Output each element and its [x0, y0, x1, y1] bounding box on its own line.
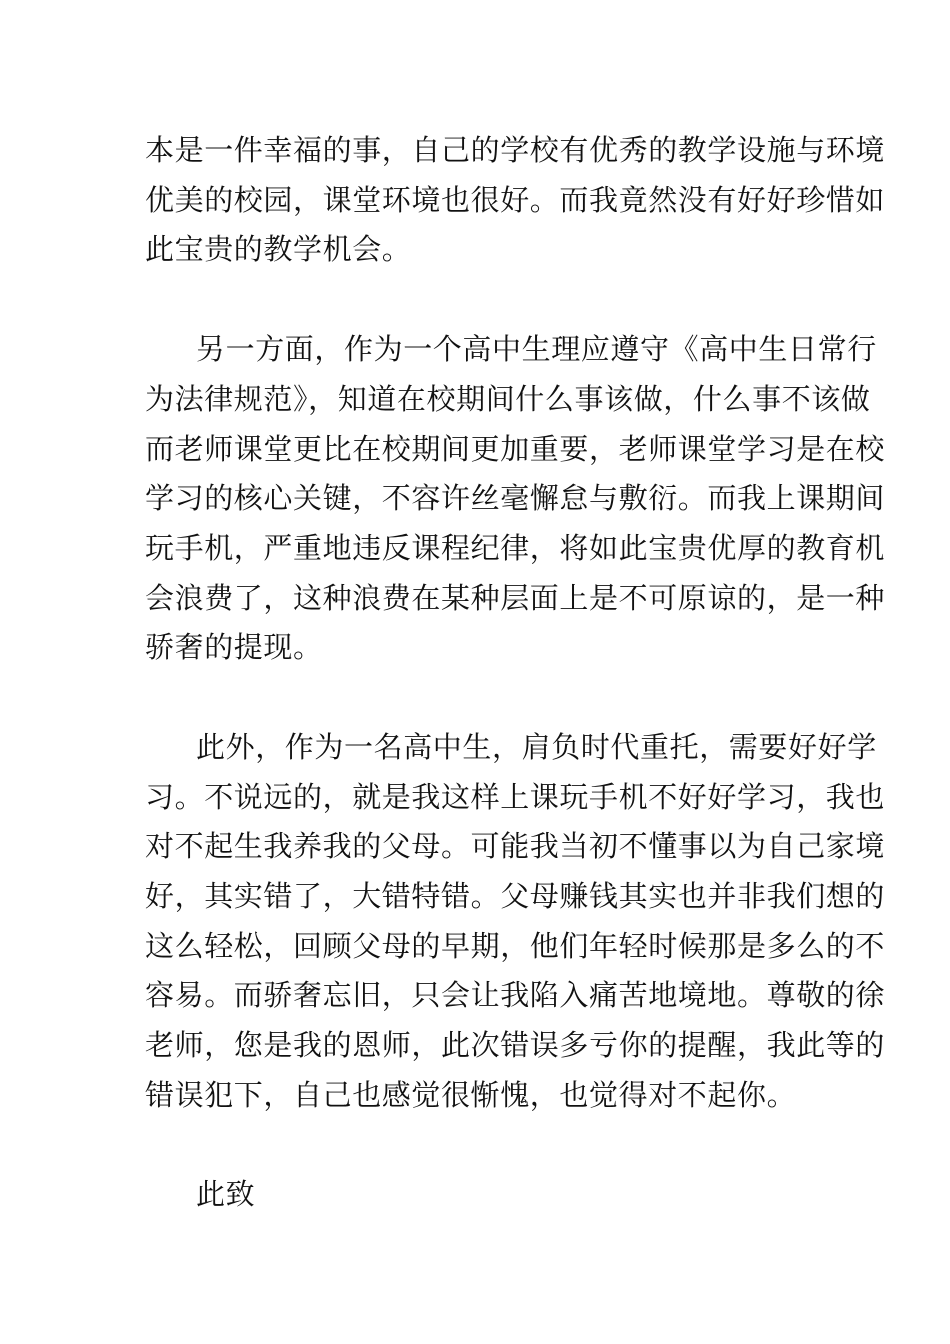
paragraph-2-line-1: 另一方面，作为一个高中生理应遵守《高中生日常行 [196, 332, 877, 366]
paragraph-2-line-4: 学习的核心关键，不容许丝毫懈怠与敷衍。而我上课期间 [145, 481, 886, 515]
paragraph-2-line-2: 为法律规范》，知道在校期间什么事该做，什么事不该做 [145, 382, 871, 416]
paragraph-3-line-4: 好，其实错了，大错特错。父母赚钱其实也并非我们想的 [145, 879, 886, 913]
paragraph-3-line-6: 容易。而骄奢忘旧，只会让我陷入痛苦地境地。尊敬的徐 [145, 978, 886, 1012]
paragraph-2-line-3: 而老师课堂更比在校期间更加重要，老师课堂学习是在校 [145, 432, 886, 466]
paragraph-3-line-1: 此外，作为一名高中生，肩负时代重托，需要好好学 [196, 730, 877, 764]
paragraph-1-line-3: 此宝贵的教学机会。 [145, 232, 412, 266]
paragraph-3-line-3: 对不起生我养我的父母。可能我当初不懂事以为自己家境 [145, 829, 886, 863]
paragraph-2-line-6: 会浪费了，这种浪费在某种层面上是不可原谅的，是一种 [145, 581, 886, 615]
paragraph-1-line-1: 本是一件幸福的事，自己的学校有优秀的教学设施与环境 [145, 133, 886, 167]
paragraph-3-line-2: 习。不说远的，就是我这样上课玩手机不好好学习，我也 [145, 780, 886, 814]
paragraph-2-line-5: 玩手机，严重地违反课程纪律，将如此宝贵优厚的教育机 [145, 531, 886, 565]
paragraph-1-line-2: 优美的校园，课堂环境也很好。而我竟然没有好好珍惜如 [145, 183, 886, 217]
paragraph-3-line-8: 错误犯下，自己也感觉很惭愧，也觉得对不起你。 [145, 1078, 797, 1112]
closing-salutation: 此致 [196, 1177, 256, 1211]
paragraph-3-line-5: 这么轻松，回顾父母的早期，他们年轻时候那是多么的不 [145, 929, 886, 963]
paragraph-3-line-7: 老师，您是我的恩师，此次错误多亏你的提醒，我此等的 [145, 1028, 886, 1062]
paragraph-2-line-7: 骄奢的提现。 [145, 630, 323, 664]
